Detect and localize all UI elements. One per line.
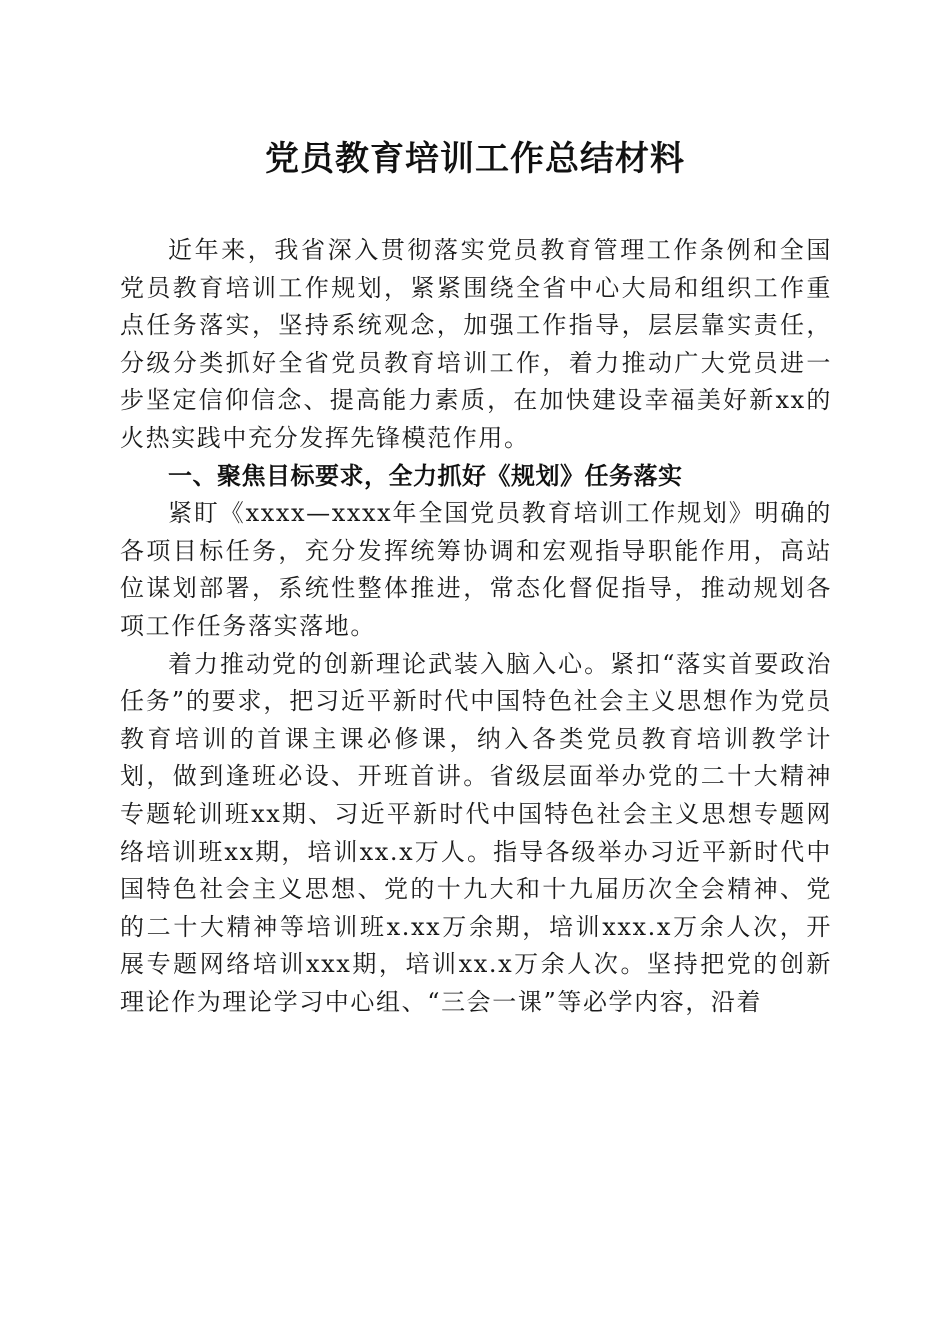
document-title: 党员教育培训工作总结材料 xyxy=(265,139,685,179)
section-heading-1: 一、聚焦目标要求，全力抓好《规划》任务落实 xyxy=(168,461,683,490)
section-1-paragraph-2: 着力推动党的创新理论武装入脑入心。紧扣“落实首要政治任务”的要求，把习近平新时代中国特色社会主义思想作为党员教育培训的首课主课必修课，纳入各类党员教育培训教学计划，做到逢班必设、开班首讲。省级层面举办党的二十大精神专题轮训班xx期、习近平新时代中国特色社会主义思想专题网络培训班xx期，培训xx.x万人。指导各级举办习近平新时代中国特色社会主义思想、党的十九大和十九届历次全会精神、党的二十大精神等培训班x.xx万余期，培训xxx.x万余人次，开展专题网络培训xxx期，培训xx.x万余人次。坚持把党的创新理论作为理论学习中心组、“三会一课”等必学内容，沿着 xyxy=(120,649,832,1016)
intro-paragraph: 近年来，我省深入贯彻落实党员教育管理工作条例和全国党员教育培训工作规划，紧紧围绕全省中心大局和组织工作重点任务落实，坚持系统观念，加强工作指导，层层靠实责任，分级分类抓好全省党员教育培训工作，着力推动广大党员进一步坚定信仰信念、提高能力素质，在加快建设幸福美好新xx的火热实践中充分发挥先锋模范作用。 xyxy=(120,236,832,452)
document-body xyxy=(120,232,832,1021)
section-1-paragraph-1: 紧盯《xxxx—xxxx年全国党员教育培训工作规划》明确的各项目标任务，充分发挥统筹协调和宏观指导职能作用，高站位谋划部署，系统性整体推进，常态化督促指导，推动规划各项工作任务落实落地。 xyxy=(120,499,832,640)
